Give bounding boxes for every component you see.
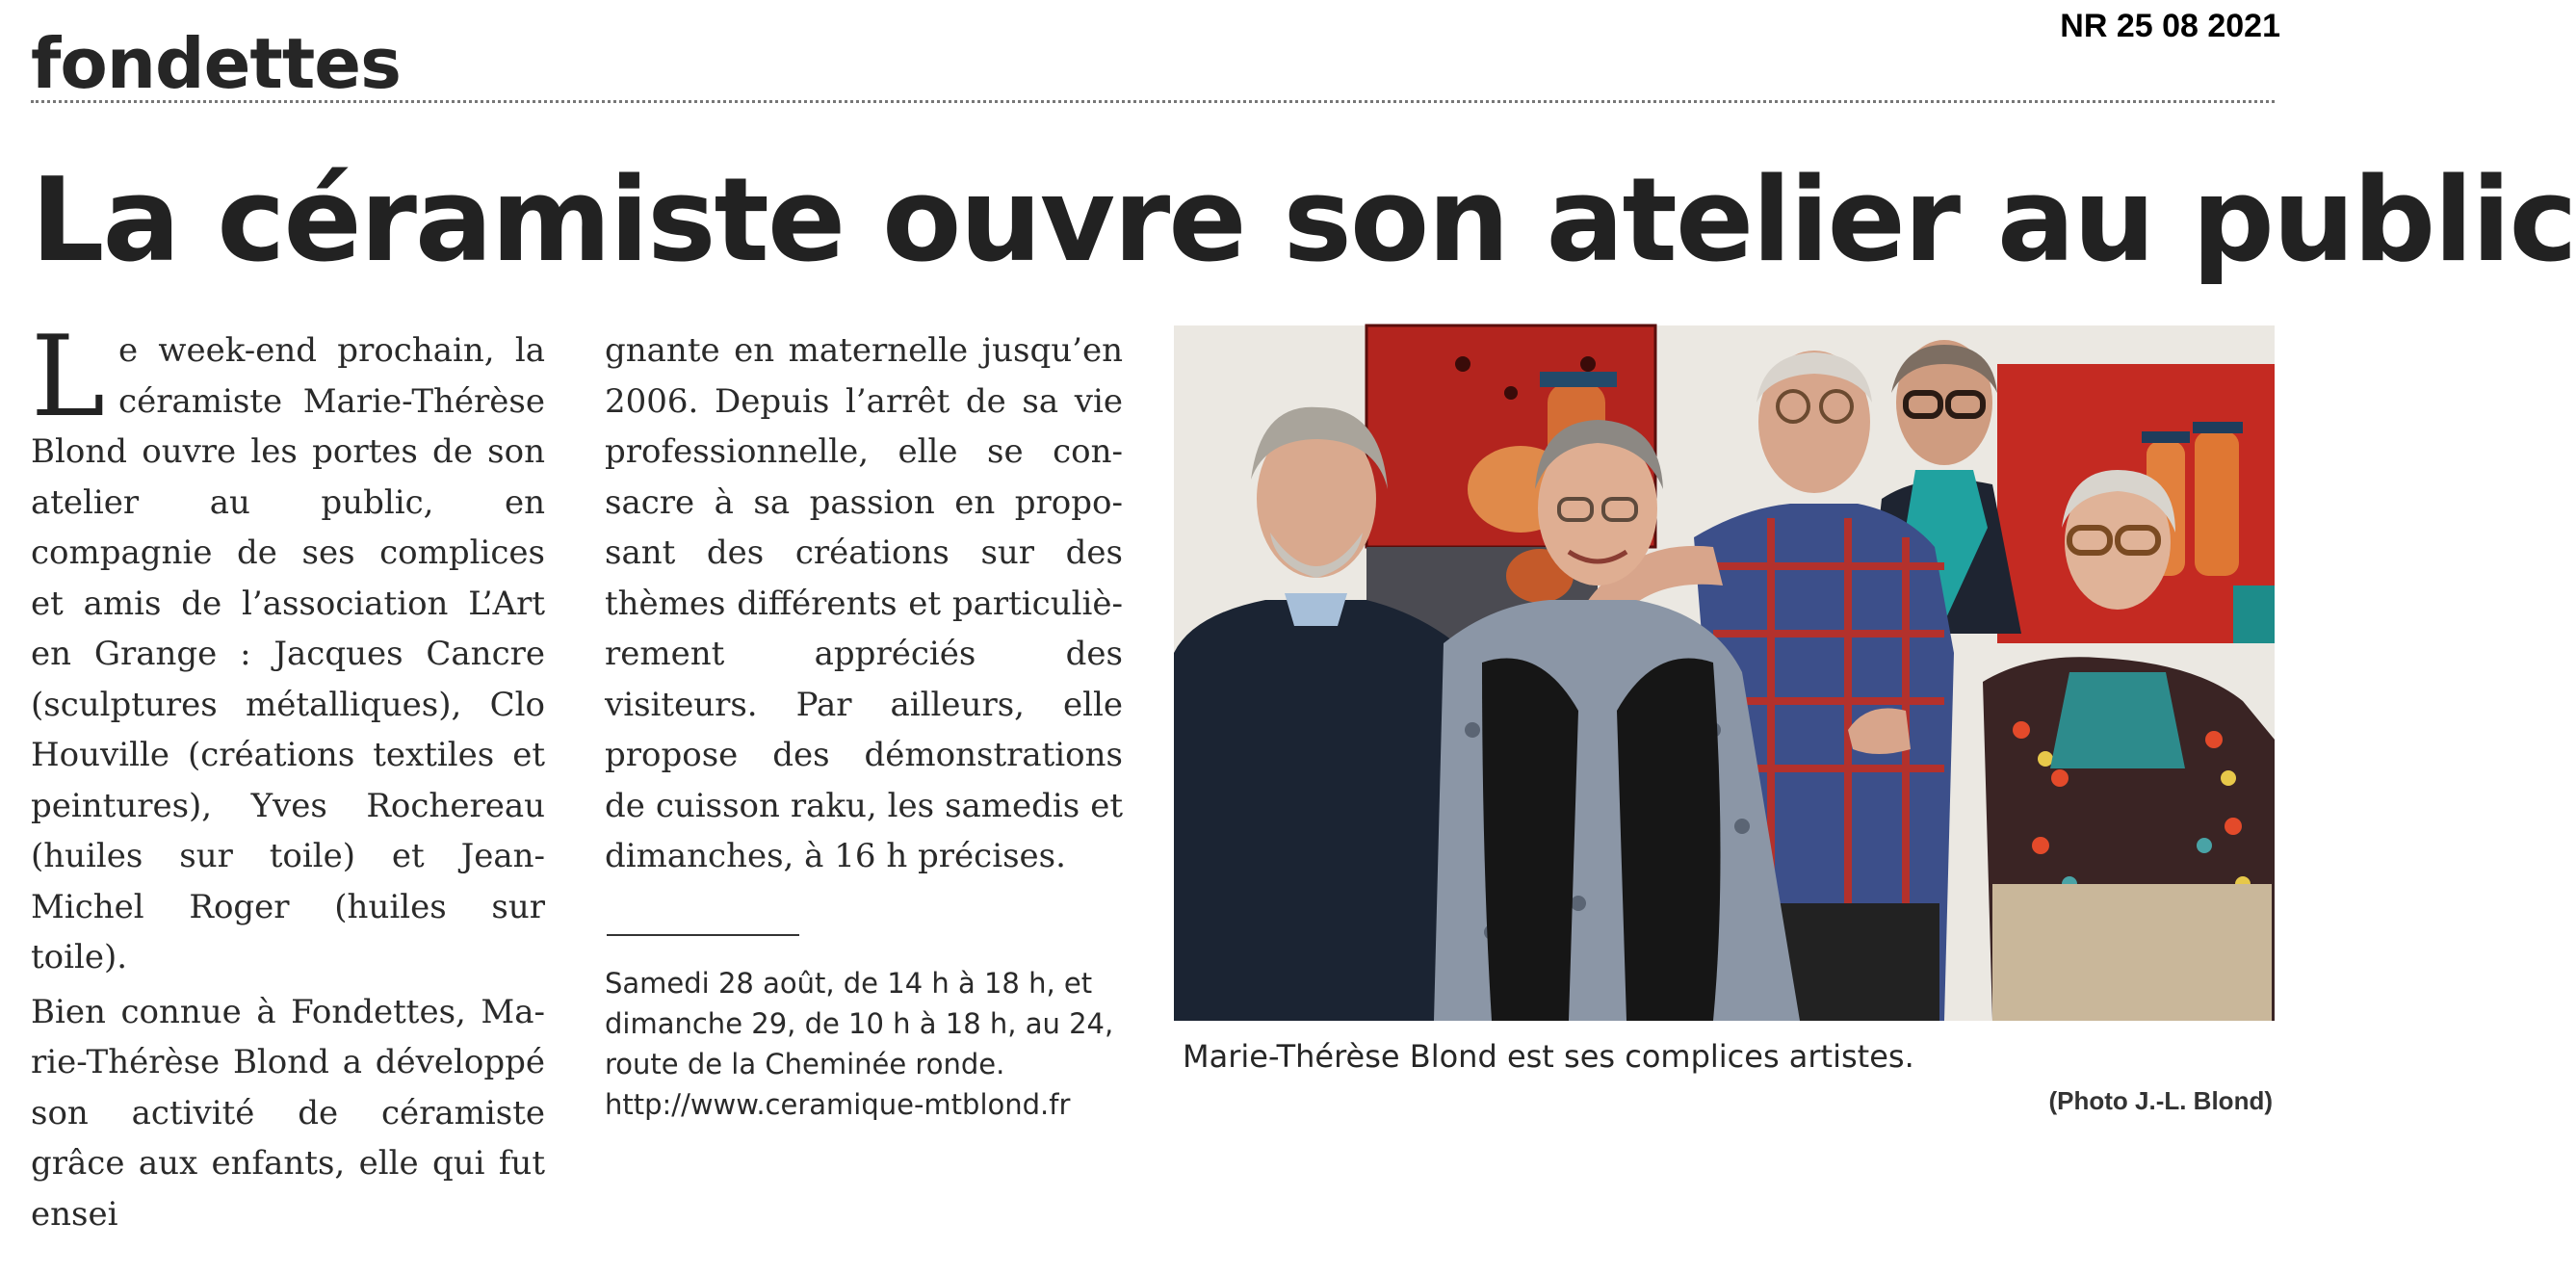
article-paragraph-text: e week-end prochain, la céramiste Marie-Thérèse Blond ouvre les portes de son atelier au public, en compagnie de ses complices et amis de l’association L’Art en Grange : Jacques Cancre (sculptures métalliques), Clo Houville (créations textiles et peintures), Yves Rochereau (huiles sur toile) et Jean-Michel Roger (huiles sur toile). <box>31 331 545 976</box>
info-divider <box>607 934 799 936</box>
section-divider <box>31 100 2275 103</box>
photo-credit: (Photo J.-L. Blond) <box>2048 1086 2273 1115</box>
website-link[interactable]: http://www.ceramique-mtblond.fr <box>605 1088 1071 1121</box>
article-column-1 <box>31 312 545 1239</box>
article-column-2 <box>605 325 1123 882</box>
event-info-line: Samedi 28 août, de 14 h à 18 h, et <box>605 967 1093 1000</box>
event-info-line: dimanche 29, de 10 h à 18 h, au 24, <box>605 1007 1114 1040</box>
group-photo <box>1174 325 2275 1021</box>
publication-date: NR 25 08 2021 <box>2060 8 2280 44</box>
headline: La céramiste ouvre son atelier au public <box>31 154 2576 288</box>
group-photo-illustration <box>1174 325 2275 1021</box>
photo-caption: Marie-Thérèse Blond est ses complices artistes. <box>1183 1038 1914 1075</box>
article-paragraph <box>31 312 545 983</box>
article-paragraph: gnante en maternelle jusqu’en 2006. Depuis l’arrêt de sa vie professionnelle, elle se consacre à sa passion en proposant des créations sur des thèmes différents et particulièrement appréciés des visiteurs. Par ailleurs, elle propose des démonstrations de cuisson raku, les samedis et dimanches, à 16 h précises. <box>605 331 1123 875</box>
event-info-line: route de la Cheminée ronde. <box>605 1048 1005 1080</box>
article-paragraph: Bien connue à Fondettes, Marie-Thérèse Blond a développé son activité de céramiste grâce aux enfants, elle qui fut ensei <box>31 992 545 1234</box>
drop-cap: L <box>31 312 106 442</box>
section-title: fondettes <box>31 23 401 104</box>
event-info <box>605 963 1144 1125</box>
